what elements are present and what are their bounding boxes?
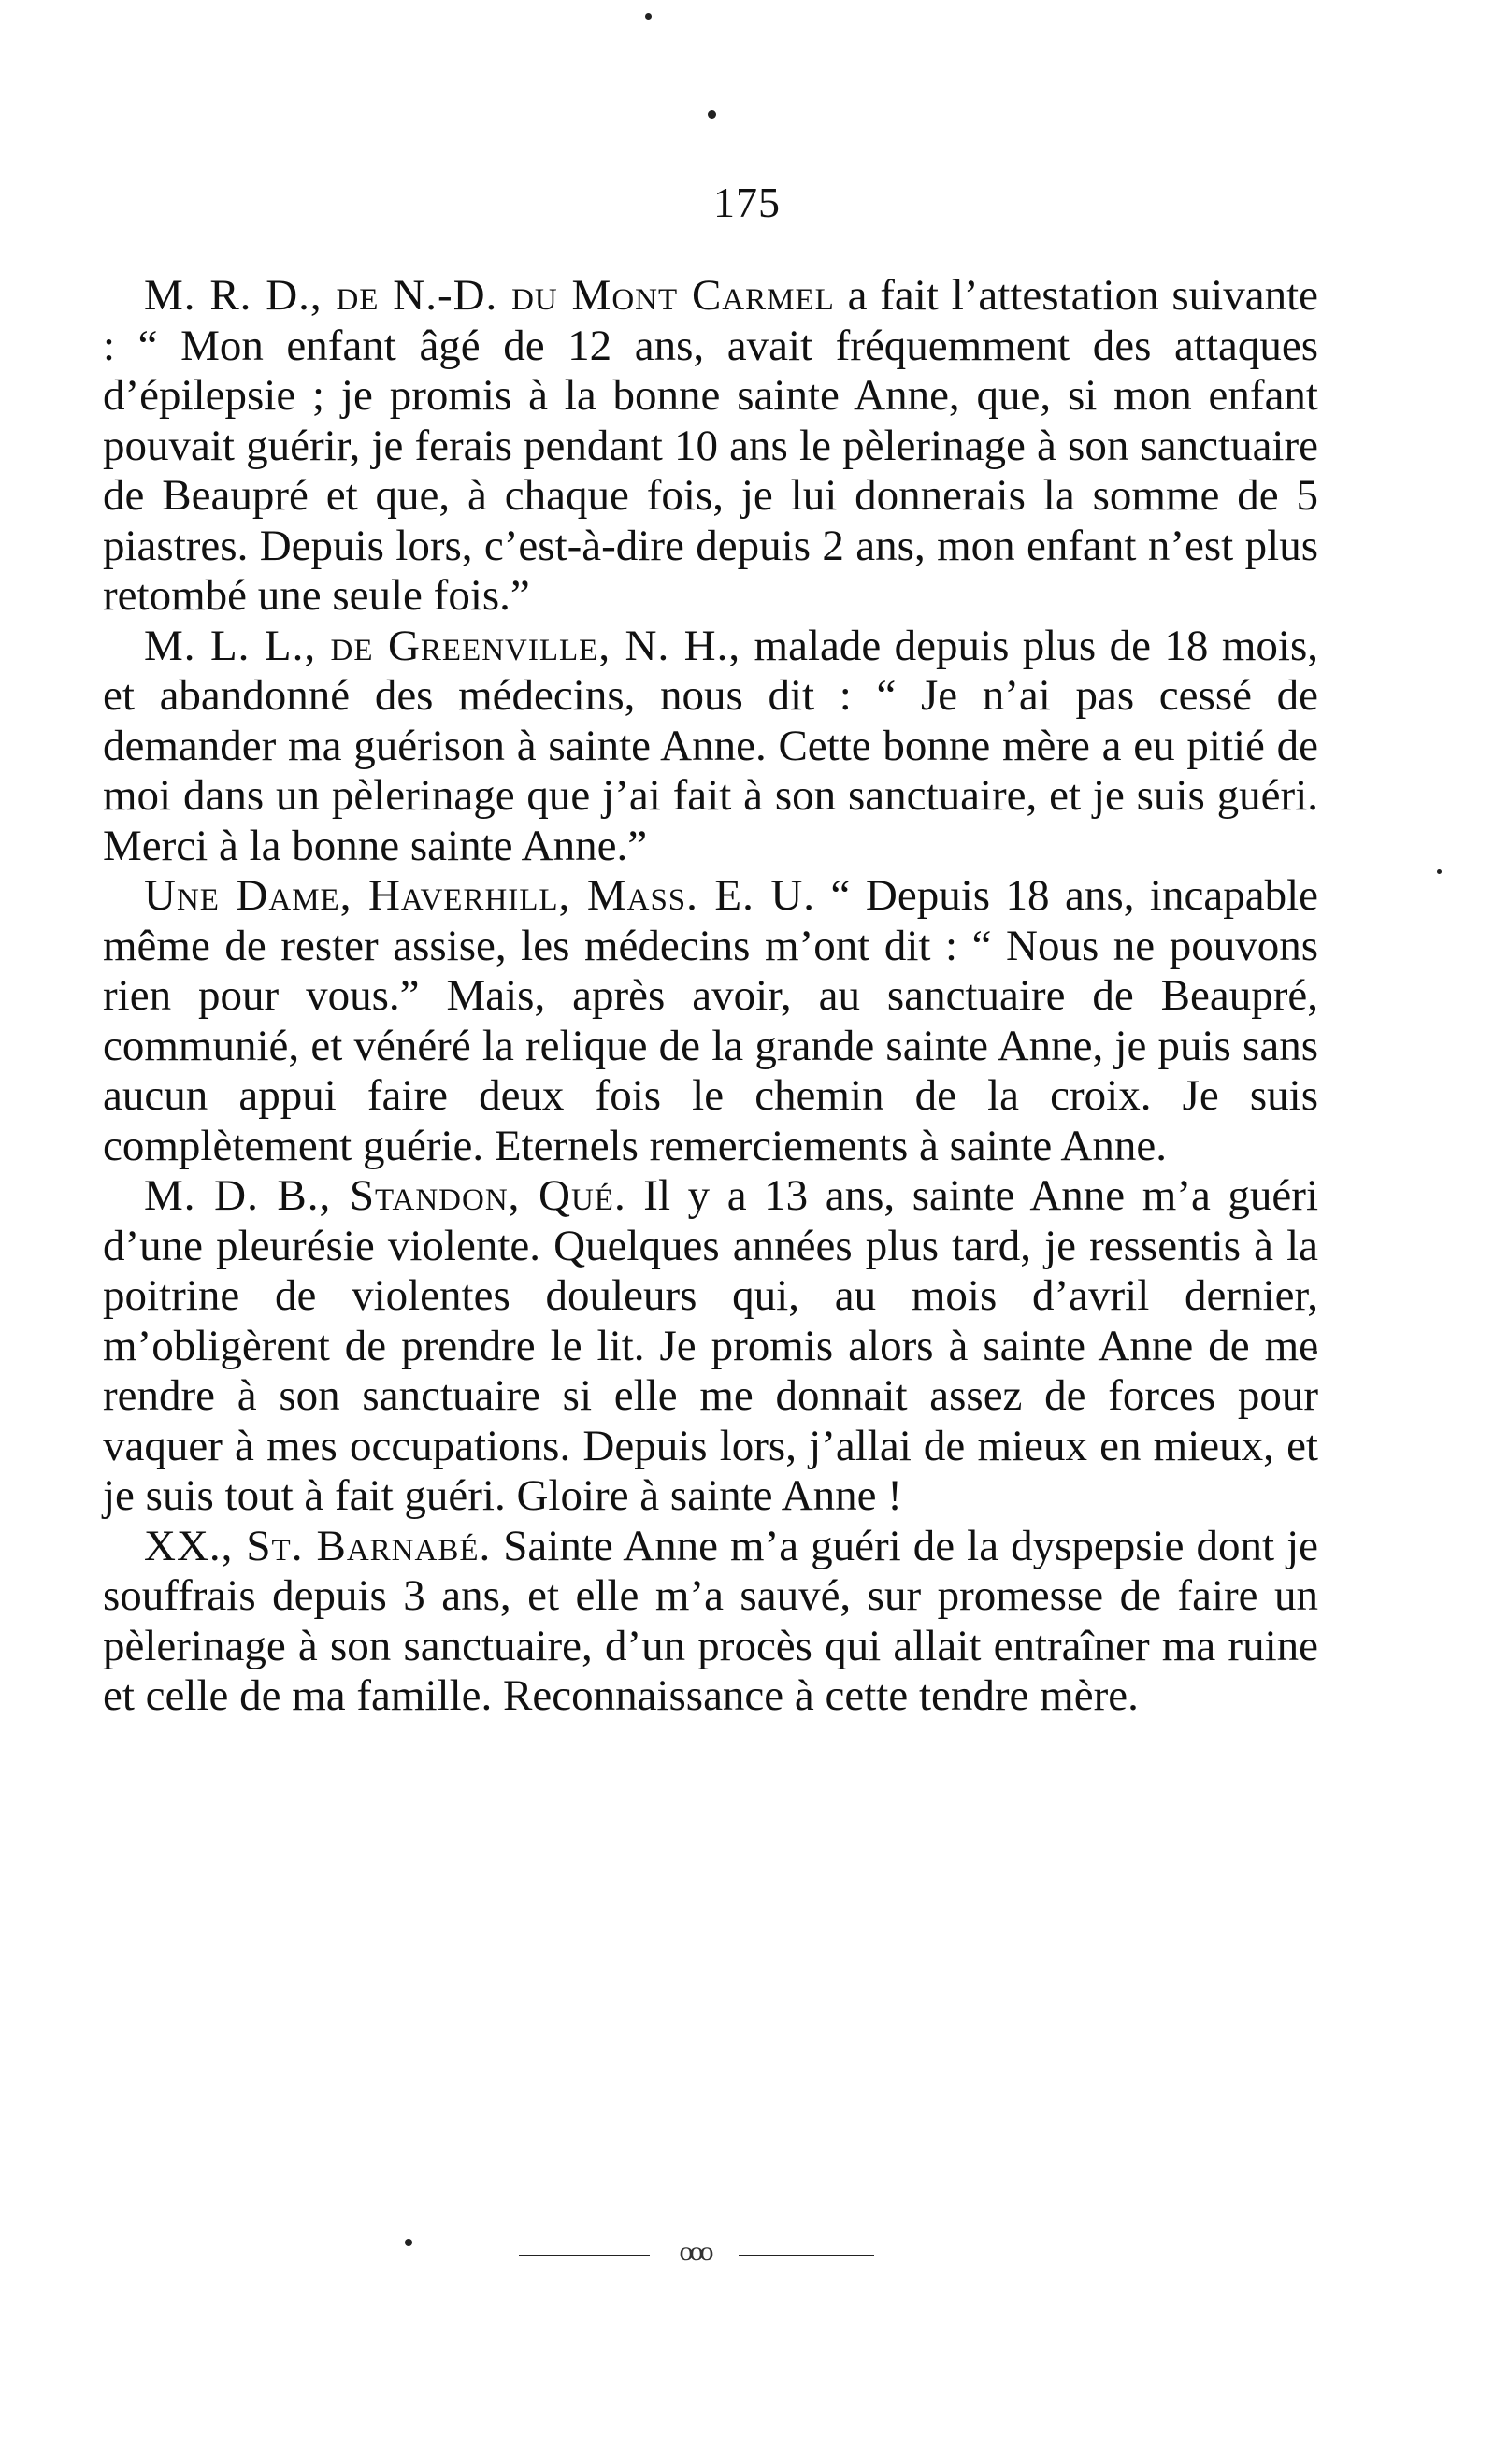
ink-speck <box>1437 869 1442 874</box>
page-number: 175 <box>713 179 781 226</box>
testimony-heading: Une Dame, Haverhill, Mass. E. U. <box>144 871 816 920</box>
testimony-text: “ Depuis 18 ans, incapable même de rester assise, les médecins m’ont dit : “ Nous ne pouvons rien pour vous.” Mais, après avoir, au sanctuaire de Beaupré, communié, et vénéré la relique de la grande sainte Anne, je puis sans aucun appui faire deux fois le chemin de la croix. Je suis complètement guérie. Eternels remerciements à sainte Anne. <box>103 871 1318 1170</box>
testimony-paragraph <box>103 1171 1318 1522</box>
testimony-paragraph <box>103 271 1318 622</box>
ornament-rule-left <box>519 2255 650 2256</box>
end-ornament <box>519 2236 874 2270</box>
testimony-text: Sainte Anne m’a guéri de la dyspepsie dont je souffrais depuis 3 ans, et elle m’a sauvé, sur promesse de faire un pèlerinage à son sanctuaire, d’un procès qui allait entraîner ma ruine et celle de ma famille. Reconnaissance à cette tendre mère. <box>103 1521 1318 1720</box>
testimony-heading: M. L. L., de Greenville, N. H., <box>144 621 741 670</box>
testimony-text: Il y a 13 ans, sainte Anne m’a guéri d’une pleurésie violente. Quelques années plus tard, je ressentis à la poitrine de violentes douleurs qui, au mois d’avril dernier, m’obligèrent de prendre le lit. Je promis alors à sainte Anne de me rendre à son sanctuaire si elle me donnait assez de forces pour vaquer à mes occupations. Depuis lors, j’allai de mieux en mieux, et je suis tout à fait guéri. Gloire à sainte Anne ! <box>103 1171 1318 1520</box>
testimony-paragraph <box>103 1522 1318 1722</box>
ink-speck <box>405 2239 412 2246</box>
ink-speck <box>708 110 716 119</box>
testimony-heading: M. D. B., Standon, Qué. <box>144 1171 626 1220</box>
page-body <box>103 271 1318 1722</box>
ornament-mark: ooo <box>679 2236 711 2267</box>
testimony-paragraph <box>103 622 1318 872</box>
testimony-paragraph <box>103 871 1318 1171</box>
ornament-rule-right <box>739 2255 874 2256</box>
testimony-heading: XX., St. Barnabé. <box>144 1521 492 1570</box>
ink-speck <box>645 13 652 20</box>
testimony-text: a fait l’attestation suivante : “ Mon enfant âgé de 12 ans, avait fréquemment des attaques d’épilepsie ; je promis à la bonne sainte Anne, que, si mon enfant pouvait guérir, je ferais pendant 10 ans le pèlerinage à son sanctuaire de Beaupré et que, à chaque fois, je lui donnerais la somme de 5 piastres. Depuis lors, c’est-à-dire depuis 2 ans, mon enfant n’est plus retombé une seule fois.” <box>103 271 1318 620</box>
testimony-text: malade depuis plus de 18 mois, et abandonné des médecins, nous dit : “ Je n’ai pas cessé de demander ma guérison à sainte Anne. Cette bonne mère a eu pitié de moi dans un pèlerinage que j’ai fait à son sanctuaire, et je suis guéri. Merci à la bonne sainte Anne.” <box>103 621 1318 870</box>
testimony-heading: M. R. D., de N.-D. du Mont Carmel <box>144 271 835 320</box>
